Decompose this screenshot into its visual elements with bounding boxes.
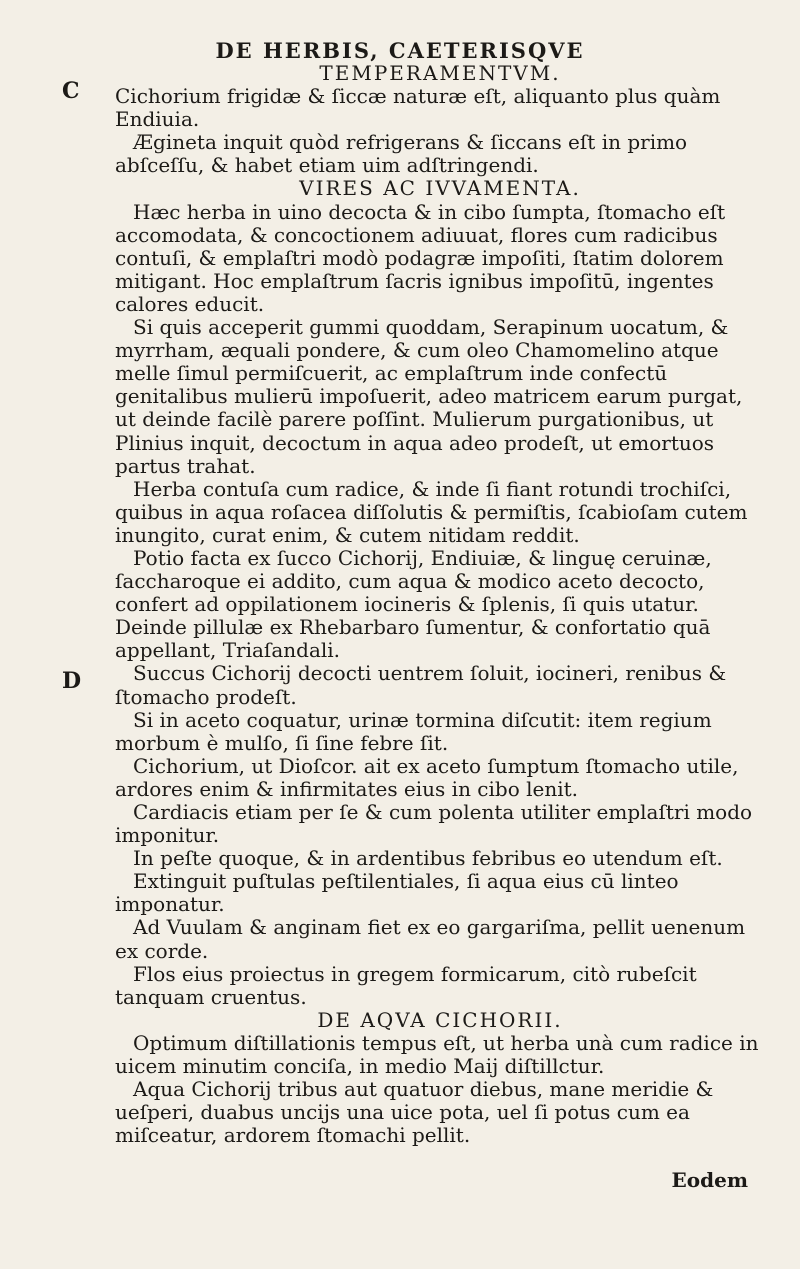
paragraph: Aqua Cichorij tribus aut quatuor diebus, mane meridie & ueſperi, duabus uncijs una uice pota, uel ſi potus cum ea miſceatur, ardorem ſtomachi pellit.	[115, 1077, 714, 1148]
running-head: DE HERBIS, CAETERISQVE	[215, 38, 585, 63]
heading-vires: VIRES AC IVVAMENTA.	[299, 176, 581, 201]
paragraph: Potio facta ex ſucco Cichorij, Endiuiæ, & linguę ceruinæ, ſaccharoque ei addito, cum aqua & modico aceto decocto, confert ad oppilationem iocineris & ſplenis, ſi quis utatur. Deinde pillulæ ex Rhebarbaro ſumentur, & confortatio quā appellant, Triaſandali.	[115, 545, 712, 663]
paragraph: Ad Vuulam & anginam fiet ex eo gargariſma, pellit uenenum ex corde.	[115, 915, 746, 963]
margin-letter-c: C	[62, 78, 80, 104]
paragraph: Cichorium frigidæ & ſiccæ naturæ eſt, aliquanto plus quàm Endiuia.	[115, 84, 721, 132]
catchword: Eodem	[671, 1168, 748, 1192]
paragraph: Si quis acceperit gummi quoddam, Serapinum uocatum, & myrrham, æquali pondere, & cum oleo Chamomelino atque melle ſimul permiſcuerit, ac emplaſtrum inde confectū genitalibus mulierū impoſuerit, adeo matricem earum purgat, ut deinde facilè parere poſſint. Mulierum purgationibus, ut Plinius inquit, decoctum in aqua adeo prodeſt, ut emortuos partus trahat.	[115, 315, 743, 478]
paragraph: Succus Cichorij decocti uentrem ſoluit, iocineri, renibus & ſtomacho prodeſt.	[115, 661, 727, 709]
paragraph: Flos eius proiectus in gregem formicarum, citò rubeſcit tanquam cruentus.	[115, 961, 697, 1009]
margin-letter-d: D	[62, 668, 82, 694]
paragraph: Herba contuſa cum radice, & inde ſi fiant rotundi trochiſci, quibus in aqua roſacea diſſolutis & permiſtis, ſcabioſam cutem inungito, curat enim, & cutem nitidam reddit.	[115, 476, 748, 547]
paragraph: Cardiacis etiam per ſe & cum polenta utiliter emplaſtri modo imponitur.	[115, 800, 753, 848]
heading-aqua: DE AQVA CICHORII.	[317, 1007, 563, 1032]
paragraph: Si in aceto coquatur, urinæ tormina diſcutit: item regium morbum è mulſo, ſi ſine febre ſit.	[115, 707, 712, 755]
paragraph: Hæc herba in uino decocta & in cibo ſumpta, ſtomacho eſt accomodata, & concoctionem adiuuat, flores cum radicibus contuſi, & emplaſtri modò podagræ impoſiti, ſtatim dolorem mitigant. Hoc emplaſtrum ſacris ignibus impoſitū, ingentes calores educit.	[115, 199, 726, 316]
paragraph: Extinguit puſtulas peſtilentiales, ſi aqua eius cū linteo imponatur.	[115, 869, 679, 917]
paragraph: Ægineta inquit quòd refrigerans & ſiccans eſt in primo abſceſſu, & habet etiam uim adſtringendi.	[115, 130, 688, 178]
heading-temperamentum: TEMPERAMENTVM.	[319, 61, 561, 85]
paragraph: Optimum diſtillationis tempus eſt, ut herba unà cum radice in uicem minutim conciſa, in medio Maij diſtillctur.	[115, 1030, 759, 1079]
paragraph: In peſte quoque, & in ardentibus febribus eo utendum eſt.	[133, 846, 723, 871]
body-text	[115, 62, 765, 1147]
paragraph: Cichorium, ut Dioſcor. ait ex aceto ſumptum ſtomacho utile, ardores enim & infirmitates eius in cibo lenit.	[115, 753, 739, 801]
